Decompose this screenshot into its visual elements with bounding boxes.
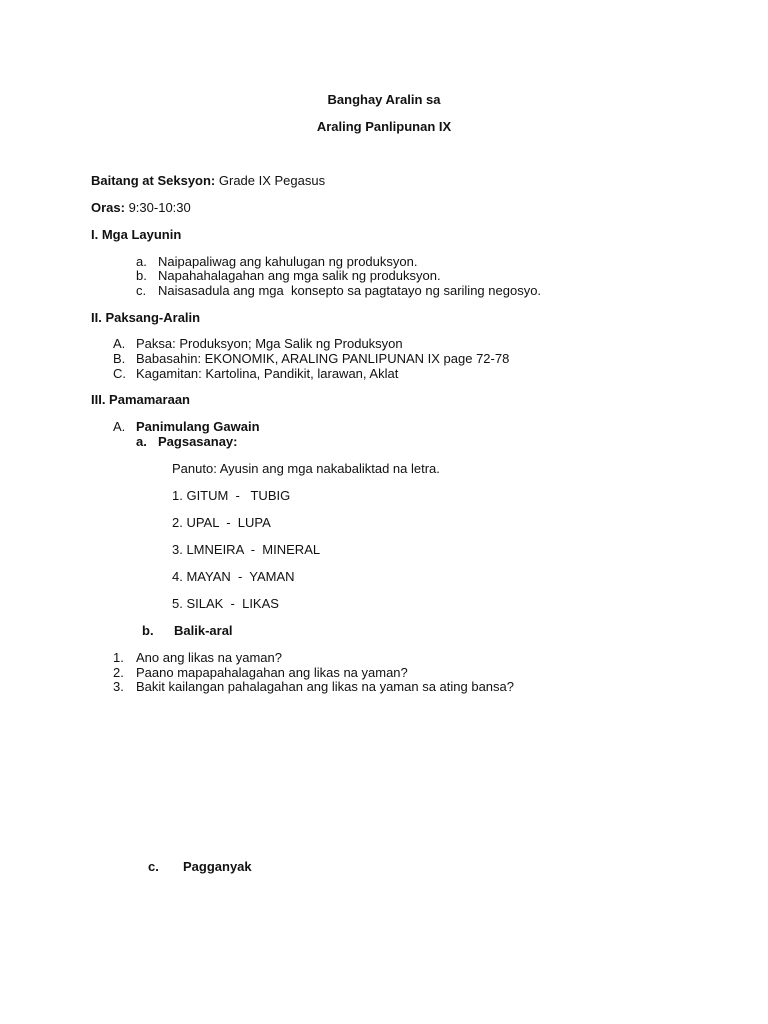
word-item: 2. UPAL - LUPA [172, 515, 271, 530]
list-marker: 3. [113, 679, 124, 694]
oras-line [91, 200, 191, 215]
list-marker: a. [136, 434, 147, 449]
list-marker: b. [136, 268, 147, 283]
pagganyak [148, 859, 252, 874]
list-item [113, 679, 514, 694]
section-label: Balik-aral [174, 623, 233, 638]
list-text: Bakit kailangan pahalagahan ang likas na yaman sa ating bansa? [136, 679, 514, 694]
list-marker: 2. [113, 665, 124, 680]
list-marker: a. [136, 254, 147, 269]
list-item [113, 366, 398, 381]
panuto-text: Panuto: Ayusin ang mga nakabaliktad na letra. [172, 461, 440, 476]
list-item [136, 254, 417, 269]
baitang-label: Baitang at Seksyon: [91, 173, 216, 188]
section-label: Pagganyak [183, 859, 252, 874]
list-item [113, 650, 282, 665]
list-marker: c. [148, 859, 159, 874]
baitang-line [91, 173, 325, 188]
layunin-heading: I. Mga Layunin [91, 227, 182, 242]
title-line-2: Araling Panlipunan IX [316, 119, 452, 134]
word-item: 1. GITUM - TUBIG [172, 488, 291, 503]
list-marker: 1. [113, 650, 124, 665]
list-text: Naisasadula ang mga konsepto sa pagtatayo ng sariling negosyo. [158, 283, 542, 298]
oras-label: Oras: [91, 200, 125, 215]
list-item [113, 351, 509, 366]
list-marker: B. [113, 351, 126, 366]
list-text: Paksa: Produksyon; Mga Salik ng Produksyon [136, 336, 403, 351]
list-item [113, 665, 408, 680]
section-label: Pagsasanay: [158, 434, 238, 449]
list-marker: C. [113, 366, 126, 381]
list-item [136, 268, 441, 283]
balik-aral [142, 623, 233, 638]
oras-value: 9:30-10:30 [124, 200, 191, 215]
list-text: Ano ang likas na yaman? [136, 650, 282, 665]
panimulang-gawain [113, 419, 260, 434]
word-item: 3. LMNEIRA - MINERAL [172, 542, 321, 557]
pagsasanay [136, 434, 238, 449]
list-item [113, 336, 403, 351]
list-text: Kagamitan: Kartolina, Pandikit, larawan, Aklat [136, 366, 399, 381]
section-label: Panimulang Gawain [136, 419, 260, 434]
list-marker: A. [113, 336, 126, 351]
baitang-value: Grade IX Pegasus [215, 173, 326, 188]
title-line-1: Banghay Aralin sa [327, 92, 441, 107]
list-marker: A. [113, 419, 126, 434]
paksang-aralin-heading: II. Paksang-Aralin [91, 310, 201, 325]
list-item [136, 283, 541, 298]
list-text: Babasahin: EKONOMIK, ARALING PANLIPUNAN IX page 72-78 [136, 351, 510, 366]
list-text: Naipapaliwag ang kahulugan ng produksyon. [158, 254, 418, 269]
word-item: 5. SILAK - LIKAS [172, 596, 279, 611]
list-text: Napahahalagahan ang mga salik ng produksyon. [158, 268, 441, 283]
list-marker: b. [142, 623, 154, 638]
list-marker: c. [136, 283, 147, 298]
list-text: Paano mapapahalagahan ang likas na yaman? [136, 665, 408, 680]
pamamaraan-heading: III. Pamamaraan [91, 392, 190, 407]
word-item: 4. MAYAN - YAMAN [172, 569, 295, 584]
